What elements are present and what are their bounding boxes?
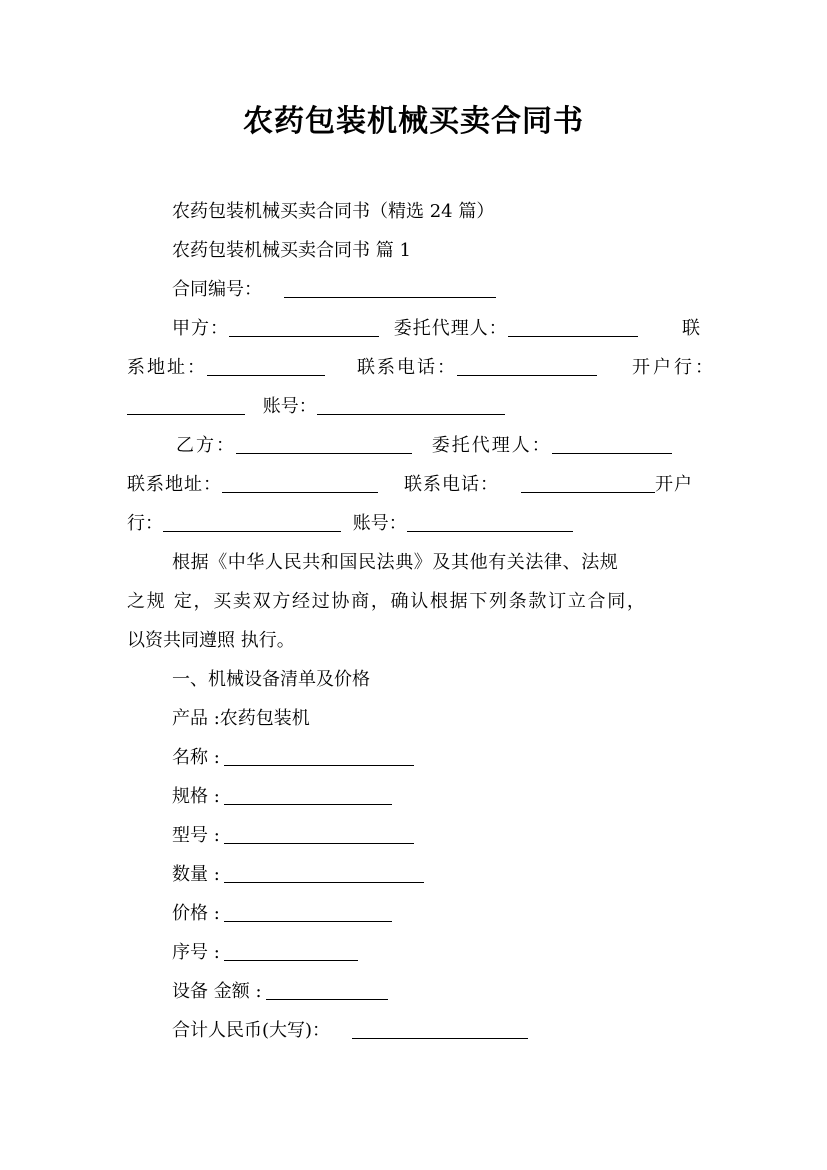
- product-label: 产品 :: [172, 708, 220, 729]
- party-b-bank-label-part1: 开户: [655, 474, 693, 495]
- name-blank[interactable]: [224, 749, 414, 766]
- party-a-agent-label: 委托代理人：: [393, 318, 508, 339]
- party-a-bank-label: 开户行：: [632, 357, 716, 378]
- total-blank[interactable]: [352, 1022, 528, 1039]
- spec-blank[interactable]: [224, 788, 392, 805]
- price-row: [172, 899, 392, 929]
- contract-number-blank[interactable]: [284, 281, 496, 298]
- party-b-address-blank[interactable]: [222, 476, 378, 493]
- price-label: 价格 :: [172, 903, 220, 924]
- party-a-phone-label: 联系电话：: [357, 357, 457, 378]
- subtitle: 农药包装机械买卖合同书（精选 24 篇）: [172, 201, 495, 222]
- party-b-phone-row: [404, 470, 693, 500]
- party-b-account-row: [127, 509, 573, 539]
- party-b-agent-label: 委托代理人：: [431, 435, 552, 456]
- basis-line-1: 根据《中华人民共和国民法典》及其他有关法律、法规: [172, 552, 619, 573]
- model-row: [172, 821, 414, 851]
- party-b-phone-blank[interactable]: [521, 476, 655, 493]
- serial-blank[interactable]: [224, 944, 358, 961]
- serial-row: [172, 938, 358, 968]
- party-a-name-blank[interactable]: [229, 320, 379, 337]
- party-a-account-label: 账号：: [262, 396, 317, 417]
- contract-number-label: 合同编号：: [172, 279, 262, 300]
- name-label: 名称 :: [172, 747, 220, 768]
- contract-number-row: [172, 275, 496, 305]
- model-blank[interactable]: [224, 827, 414, 844]
- party-b-bank-blank[interactable]: [163, 515, 341, 532]
- spec-row: [172, 782, 392, 812]
- amount-label: 设备 金额 :: [172, 981, 262, 1002]
- party-b-account-label: 账号：: [352, 513, 407, 534]
- party-a-agent-blank[interactable]: [508, 320, 638, 337]
- model-label: 型号 :: [172, 825, 220, 846]
- party-a-account-row: [127, 392, 505, 422]
- party-a-phone-blank[interactable]: [457, 359, 597, 376]
- section-heading: 农药包装机械买卖合同书 篇 1: [172, 240, 411, 261]
- party-b-account-blank[interactable]: [407, 515, 573, 532]
- party-b-address-row: [127, 470, 378, 500]
- party-b-label: 乙方：: [176, 435, 236, 456]
- price-blank[interactable]: [224, 905, 392, 922]
- party-b-bank-label-part2: 行：: [127, 513, 163, 534]
- party-b-agent-blank[interactable]: [552, 437, 672, 454]
- quantity-row: [172, 860, 424, 890]
- quantity-blank[interactable]: [224, 866, 424, 883]
- basis-line-3: 以资共同遵照 执行。: [127, 630, 295, 651]
- spec-label: 规格 :: [172, 786, 220, 807]
- amount-row: [172, 977, 388, 1007]
- party-a-contact-prefix: 联: [682, 318, 700, 339]
- clause-1-heading: 一、机械设备清单及价格: [172, 669, 370, 690]
- total-row: [172, 1016, 528, 1046]
- basis-line-2: 之规 定，买卖双方经过协商，确认根据下列条款订立合同，: [127, 591, 647, 612]
- document-title: 农药包装机械买卖合同书: [243, 104, 584, 139]
- total-label: 合计人民币(大写)：: [172, 1020, 331, 1041]
- party-a-address-blank[interactable]: [207, 359, 325, 376]
- party-a-account-blank[interactable]: [317, 398, 505, 415]
- party-a-label: 甲方：: [172, 318, 229, 339]
- party-a-phone-row: [357, 353, 597, 383]
- party-a-address-label: 系地址：: [127, 357, 207, 378]
- party-a-bank-blank[interactable]: [127, 398, 245, 415]
- name-row: [172, 743, 414, 773]
- party-b-row: [176, 431, 672, 461]
- product-value: 农药包装机: [219, 708, 310, 729]
- quantity-label: 数量 :: [172, 864, 220, 885]
- party-a-row: [172, 314, 638, 344]
- product-row: [172, 704, 310, 734]
- party-b-phone-label: 联系电话：: [404, 474, 499, 495]
- serial-label: 序号 :: [172, 942, 220, 963]
- party-b-address-label: 联系地址：: [127, 474, 222, 495]
- amount-blank[interactable]: [266, 983, 388, 1000]
- party-a-address-row: [127, 353, 325, 383]
- party-b-name-blank[interactable]: [236, 437, 412, 454]
